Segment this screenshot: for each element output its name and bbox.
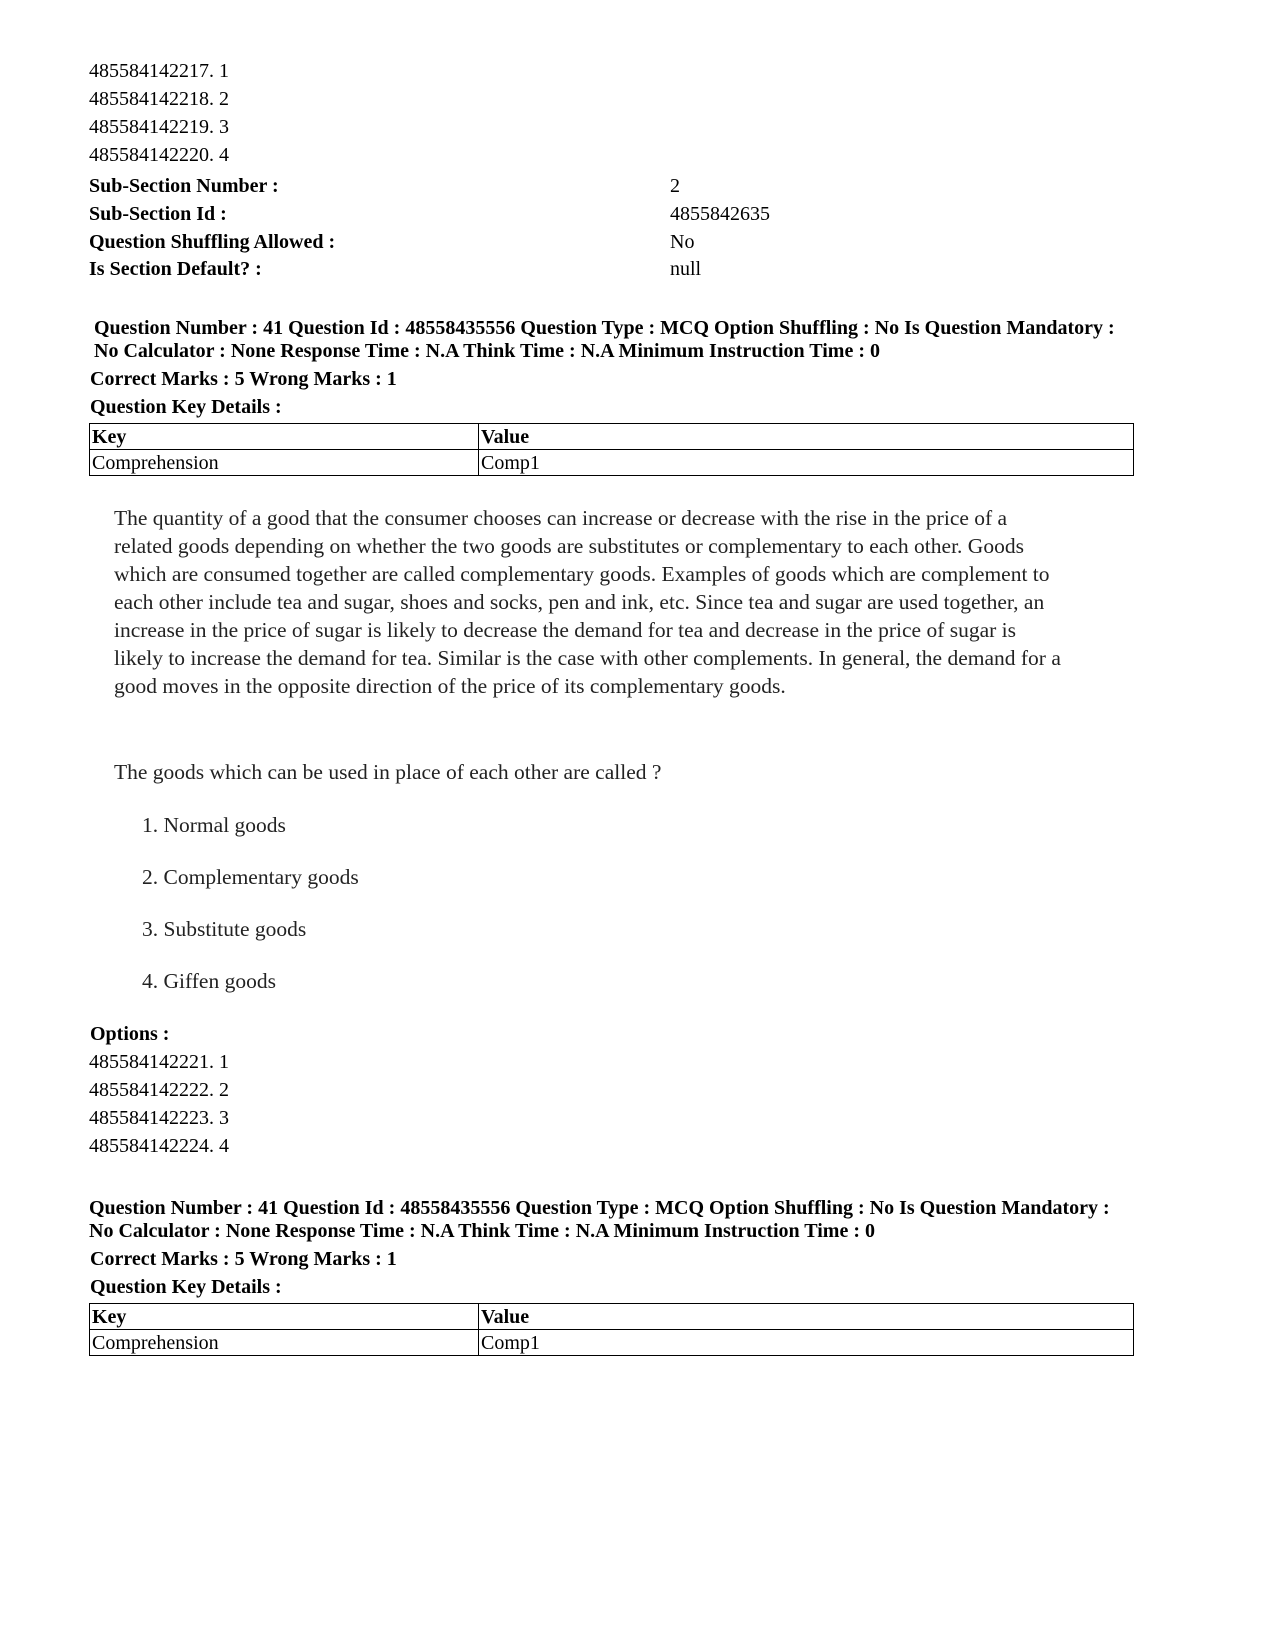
subsection-number-label: Sub-Section Number :	[89, 175, 279, 197]
subsection-id-label: Sub-Section Id :	[89, 203, 227, 225]
question-text: The goods which can be used in place of each other are called ?	[114, 760, 662, 784]
table-cell-value: Comp1	[479, 1330, 1134, 1356]
table-header-row	[90, 1304, 1134, 1330]
option-item: 485584142221. 1	[89, 1051, 229, 1073]
question-header	[94, 317, 1194, 363]
table-row	[90, 450, 1134, 476]
table-header-row	[90, 424, 1134, 450]
question-shuffling-value: No	[670, 231, 695, 253]
table-header-key: Key	[90, 424, 479, 450]
question-shuffling-label: Question Shuffling Allowed :	[89, 231, 336, 253]
option-item: 485584142223. 3	[89, 1107, 229, 1129]
question-header-line: Question Number : 41 Question Id : 48558435556 Question Type : MCQ Option Shuffling : No Is Question Mandatory :	[94, 317, 1115, 339]
options-label: Options :	[90, 1023, 170, 1045]
option-item: 485584142220. 4	[89, 144, 229, 166]
marks-line: Correct Marks : 5 Wrong Marks : 1	[90, 1248, 397, 1270]
option-item: 485584142218. 2	[89, 88, 229, 110]
section-default-row	[89, 255, 1189, 283]
passage-line: good moves in the opposite direction of the price of its complementary goods.	[114, 674, 786, 698]
table-cell-key: Comprehension	[90, 1330, 479, 1356]
passage-line: likely to increase the demand for tea. Similar is the case with other complements. In general, the demand for a	[114, 646, 1061, 670]
choice-item: 4. Giffen goods	[142, 969, 276, 993]
question-header-line: No Calculator : None Response Time : N.A Think Time : N.A Minimum Instruction Time : 0	[94, 340, 880, 362]
table-header-value: Value	[479, 424, 1134, 450]
subsection-id-row	[89, 200, 1189, 228]
table-header-key: Key	[90, 1304, 479, 1330]
choice-item: 1. Normal goods	[142, 813, 286, 837]
table-cell-key: Comprehension	[90, 450, 479, 476]
question-header-line: Question Number : 41 Question Id : 48558435556 Question Type : MCQ Option Shuffling : No Is Question Mandatory :	[89, 1197, 1110, 1219]
subsection-number-value: 2	[670, 175, 680, 197]
option-item: 485584142217. 1	[89, 60, 229, 82]
passage-line: which are consumed together are called complementary goods. Examples of goods which are complement to	[114, 562, 1050, 586]
key-details-label: Question Key Details :	[90, 396, 282, 418]
question-key-table	[89, 423, 1134, 476]
passage-line: each other include tea and sugar, shoes and socks, pen and ink, etc. Since tea and sugar are used together, an	[114, 590, 1045, 614]
choice-item: 2. Complementary goods	[142, 865, 359, 889]
question-shuffling-row	[89, 228, 1189, 256]
question-key-table	[89, 1303, 1134, 1356]
table-header-value: Value	[479, 1304, 1134, 1330]
option-item: 485584142224. 4	[89, 1135, 229, 1157]
subsection-number-row	[89, 172, 1189, 200]
question-header	[89, 1197, 1189, 1243]
passage-line: The quantity of a good that the consumer chooses can increase or decrease with the rise in the price of a	[114, 506, 1008, 530]
section-default-value: null	[670, 258, 702, 280]
comprehension-passage	[114, 504, 1174, 700]
subsection-id-value: 4855842635	[670, 203, 770, 225]
key-details-label: Question Key Details :	[90, 1276, 282, 1298]
question-header-line: No Calculator : None Response Time : N.A Think Time : N.A Minimum Instruction Time : 0	[89, 1220, 875, 1242]
choice-item: 3. Substitute goods	[142, 917, 307, 941]
table-row	[90, 1330, 1134, 1356]
section-default-label: Is Section Default? :	[89, 258, 262, 280]
table-cell-value: Comp1	[479, 450, 1134, 476]
option-item: 485584142222. 2	[89, 1079, 229, 1101]
passage-line: increase in the price of sugar is likely to decrease the demand for tea and decrease in the price of sugar is	[114, 618, 1017, 642]
option-item: 485584142219. 3	[89, 116, 229, 138]
passage-line: related goods depending on whether the two goods are substitutes or complementary to each other. Goods	[114, 534, 1024, 558]
marks-line: Correct Marks : 5 Wrong Marks : 1	[90, 368, 397, 390]
